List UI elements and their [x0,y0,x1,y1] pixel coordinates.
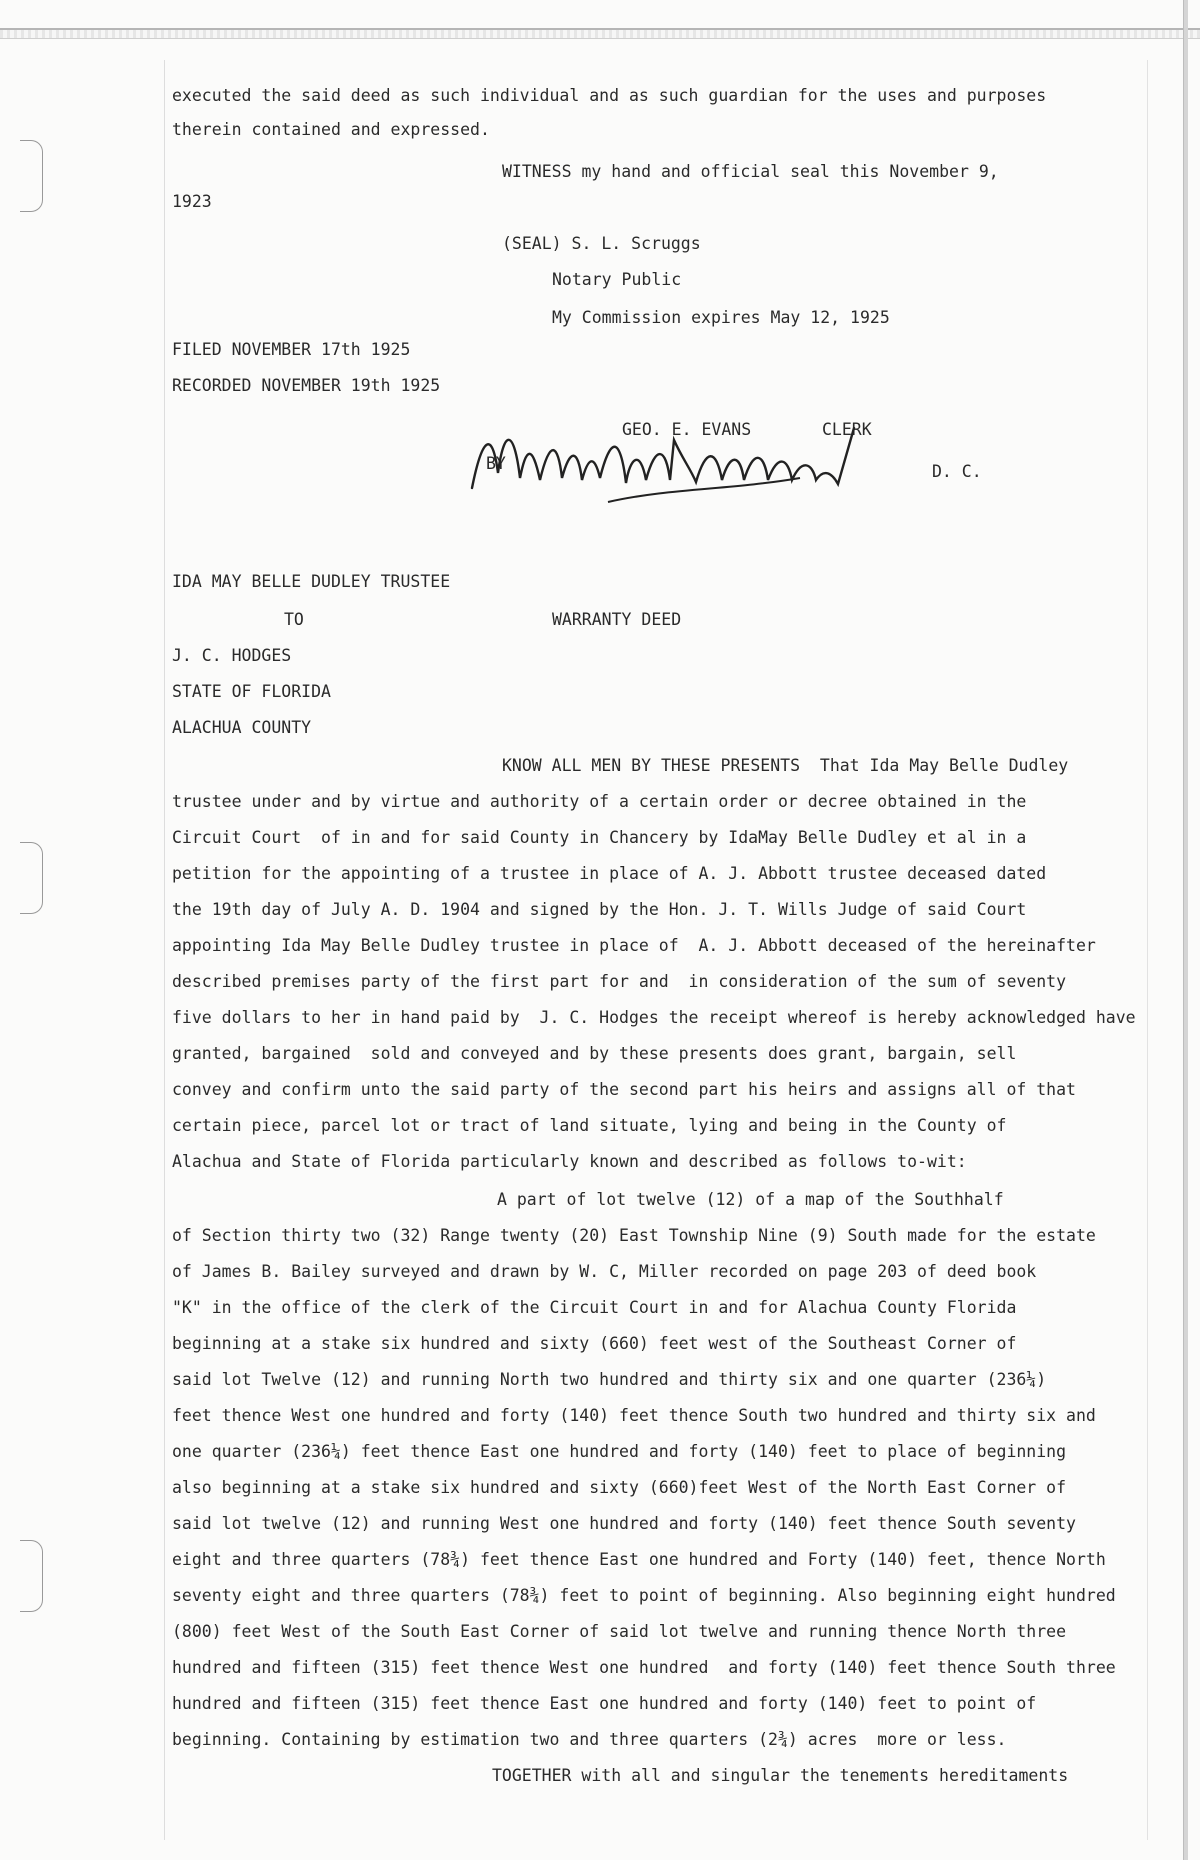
text-line: five dollars to her in hand paid by J. C. Hodges the receipt whereof is hereby acknowledged have [172,1008,1136,1027]
deputy-clerk-label: D. C. [932,462,982,481]
filed-date: FILED NOVEMBER 17th 1925 [172,340,411,359]
text-line: A part of lot twelve (12) of a map of the Southhalf [497,1190,1004,1209]
text-line: KNOW ALL MEN BY THESE PRESENTS That Ida May Belle Dudley [502,756,1069,775]
text-line: appointing Ida May Belle Dudley trustee in place of A. J. Abbott deceased of the hereinafter [172,936,1096,955]
text-line: petition for the appointing of a trustee in place of A. J. Abbott trustee deceased dated [172,864,1047,883]
text-line: (800) feet West of the South East Corner of said lot twelve and running thence North three [172,1622,1067,1641]
text-line: feet thence West one hundred and forty (140) feet thence South two hundred and thirty six and [172,1406,1096,1425]
recorded-date: RECORDED NOVEMBER 19th 1925 [172,376,441,395]
punch-hole-icon [20,140,43,212]
text-line: "K" in the office of the clerk of the Circuit Court in and for Alachua County Florida [172,1298,1017,1317]
text-line: also beginning at a stake six hundred and sixty (660)feet West of the North East Corner of [172,1478,1067,1497]
text-line: hundred and fifteen (315) feet thence East one hundred and forty (140) feet to point of [172,1694,1037,1713]
text-line: seventy eight and three quarters (78¾) feet to point of beginning. Also beginning eight hundred [172,1586,1116,1605]
state-heading: STATE OF FLORIDA [172,682,331,701]
right-border [1183,0,1188,1860]
text-line: Circuit Court of in and for said County in Chancery by IdaMay Belle Dudley et al in a [172,828,1027,847]
text-line: described premises party of the first part for and in consideration of the sum of seventy [172,972,1067,991]
text-line: TOGETHER with all and singular the tenements hereditaments [492,1766,1069,1785]
text-line: one quarter (236¼) feet thence East one hundred and forty (140) feet to place of beginning [172,1442,1067,1461]
text-line: certain piece, parcel lot or tract of land situate, lying and being in the County of [172,1116,1007,1135]
punch-hole-icon [20,1540,43,1612]
text-line: executed the said deed as such individual and as such guardian for the uses and purposes [172,86,1047,105]
text-line: of James B. Bailey surveyed and drawn by W. C, Miller recorded on page 203 of deed book [172,1262,1037,1281]
witness-line: WITNESS my hand and official seal this November 9, [502,162,999,181]
text-line: Alachua and State of Florida particularly known and described as follows to-wit: [172,1152,967,1171]
text-line: said lot Twelve (12) and running North two hundred and thirty six and one quarter (236¼) [172,1370,1047,1389]
text-line: convey and confirm unto the said party of the second part his heirs and assigns all of that [172,1080,1076,1099]
clerk-title: CLERK [822,420,872,439]
top-border [0,28,1200,39]
witness-year: 1923 [172,192,212,211]
grantor-heading: IDA MAY BELLE DUDLEY TRUSTEE [172,572,451,591]
deed-title: WARRANTY DEED [552,610,682,629]
text-line: trustee under and by virtue and authority of a certain order or decree obtained in the [172,792,1027,811]
clerk-name: GEO. E. EVANS [622,420,752,439]
text-line: beginning. Containing by estimation two and three quarters (2¾) acres more or less. [172,1730,1007,1749]
text-line: eight and three quarters (78¾) feet thence East one hundred and Forty (140) feet, thence North [172,1550,1106,1569]
county-heading: ALACHUA COUNTY [172,718,312,737]
text-line: beginning at a stake six hundred and sixty (660) feet west of the Southeast Corner of [172,1334,1017,1353]
left-margin-line [164,60,165,1840]
punch-hole-icon [20,842,43,914]
to-label: TO [284,610,304,629]
commission-expiry: My Commission expires May 12, 1925 [552,308,890,327]
text-line: of Section thirty two (32) Range twenty (20) East Township Nine (9) South made for the estate [172,1226,1096,1245]
handwritten-signature [470,418,860,508]
by-label: BY [486,454,506,473]
text-line: therein contained and expressed. [172,120,490,139]
notary-title: Notary Public [552,270,682,289]
text-line: the 19th day of July A. D. 1904 and signed by the Hon. J. T. Wills Judge of said Court [172,900,1027,919]
notary-seal: (SEAL) S. L. Scruggs [502,234,701,253]
text-line: granted, bargained sold and conveyed and by these presents does grant, bargain, sell [172,1044,1017,1063]
text-line: said lot twelve (12) and running West one hundred and forty (140) feet thence South seventy [172,1514,1076,1533]
text-line: hundred and fifteen (315) feet thence West one hundred and forty (140) feet thence South three [172,1658,1116,1677]
right-guide-line [1147,60,1148,1840]
grantee-heading: J. C. HODGES [172,646,292,665]
